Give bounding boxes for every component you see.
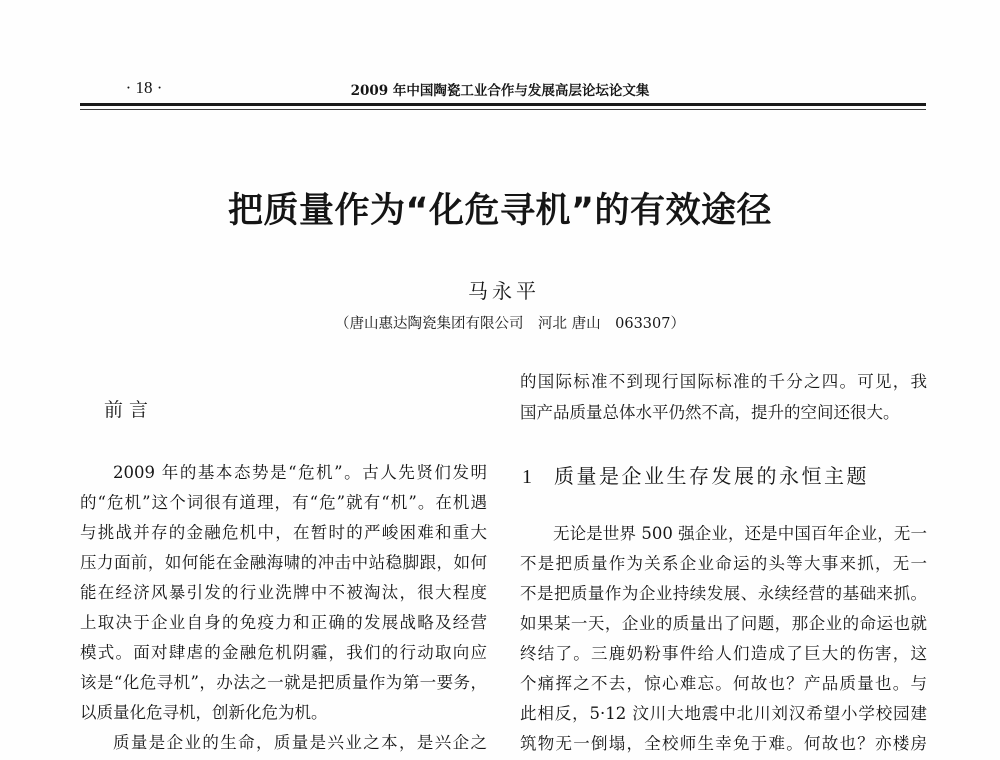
left-column-body [80,458,487,758]
paragraph-line: 不是把质量作为企业持续发展、永续经营的基础来抓。 [520,584,927,603]
paragraph-line: 能在经济风暴引发的行业洗牌中不被淘汰，很大程度 [80,583,487,602]
page-number: · 18 · [125,78,163,97]
section-heading-1 [520,461,927,491]
right-column-top [520,366,927,428]
right-column-body [520,519,927,759]
paragraph-line: 无论是世界 500 强企业，还是中国百年企业，无一 [553,524,927,543]
header-rule-thin [80,109,926,110]
paragraph-line: 不是把质量作为关系企业命运的头等大事来抓，无一 [520,554,927,573]
paragraph-line: 如果某一天，企业的质量出了问题，那企业的命运也就 [520,614,927,633]
paragraph-line: 该是“化危寻机”，办法之一就是把质量作为第一要务， [80,673,487,692]
paragraph-line: 与挑战并存的金融危机中，在暂时的严峻困难和重大 [80,523,487,542]
article-title: 把质量作为“化危寻机”的有效途径 [227,191,772,231]
paragraph-line: 终结了。三鹿奶粉事件给人们造成了巨大的伤害，这 [520,644,927,663]
paragraph-line: 筑物无一倒塌，全校师生幸免于难。何故也？亦楼房 [520,734,927,753]
header-rule-thick [80,103,926,106]
author-name: 马永平 [468,279,540,303]
paragraph-line: 质量是企业的生命，质量是兴业之本，是兴企之 [113,733,487,752]
paragraph-line: 模式。面对肆虐的金融危机阴霾，我们的行动取向应 [80,643,487,662]
paragraph-line: 上取决于企业自身的免疫力和正确的发展战略及经营 [80,613,487,632]
paragraph-line: 2009 年的基本态势是“危机”。古人先贤们发明 [113,463,487,482]
paragraph-line: 的“危机”这个词很有道理，有“危”就有“机”。在机遇 [80,493,487,512]
author-affiliation: （唐山惠达陶瓷集团有限公司 河北 唐山 063307） [335,316,685,332]
paragraph-line: 的国际标准不到现行国际标准的千分之四。可见，我 [520,372,927,391]
paragraph-line: 压力面前，如何能在金融海啸的冲击中站稳脚跟，如何 [80,553,487,572]
running-title: 2009 年中国陶瓷工业合作与发展高层论坛论文集 [350,83,650,99]
section-heading-preface: 前言 [104,399,155,421]
section-title: 质量是企业生存发展的永恒主题 [554,464,869,488]
paragraph-line: 个痛挥之不去，惊心难忘。何故也？产品质量也。与 [520,674,927,693]
paragraph-line: 以质量化危寻机，创新化危为机。 [80,703,328,722]
paragraph-line: 国产品质量总体水平仍然不高，提升的空间还很大。 [520,403,900,422]
section-number: 1 [522,466,532,488]
paragraph-line: 此相反，5·12 汶川大地震中北川刘汉希望小学校园建 [520,704,927,723]
